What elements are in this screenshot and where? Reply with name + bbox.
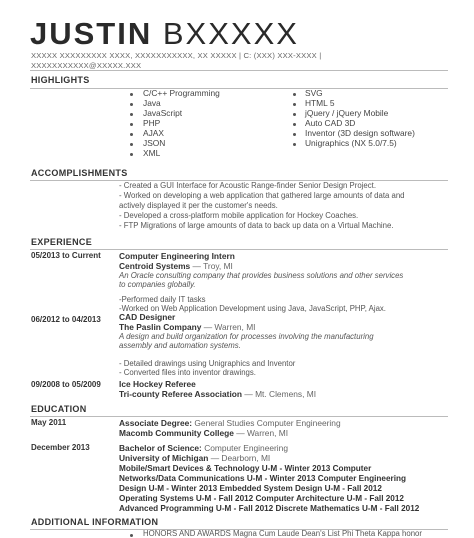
job-description: An Oracle consulting company that provides business solutions and other services <box>119 271 404 280</box>
candidate-name <box>30 18 299 49</box>
education-school: University of Michigan <box>119 453 209 463</box>
skill-item: C/C++ Programming <box>143 88 220 98</box>
divider <box>30 416 448 417</box>
skill-item: Java <box>143 98 161 108</box>
first-name: JUSTIN <box>30 16 153 51</box>
accomplishment-line: - Created a GUI Interface for Acoustic Range-finder Senior Design Project. <box>119 181 376 190</box>
job-dates: 06/2012 to 04/2013 <box>31 315 101 324</box>
job-company: The Paslin Company <box>119 322 202 332</box>
job-description: to companies globally. <box>119 280 196 289</box>
job-title: Computer Engineering Intern <box>119 251 235 261</box>
education-date: December 2013 <box>31 443 90 452</box>
list-bullet <box>293 143 296 146</box>
list-bullet <box>293 123 296 126</box>
job-note: - Converted files into inventor drawings. <box>119 368 256 377</box>
list-bullet <box>293 103 296 106</box>
divider <box>30 249 448 250</box>
list-bullet <box>130 143 133 146</box>
education-school: Macomb Community College <box>119 428 234 438</box>
job-title: Ice Hockey Referee <box>119 379 196 389</box>
last-name: BXXXXX <box>162 16 299 51</box>
accomplishment-line: - Developed a cross-platform mobile application for Hockey Coaches. <box>119 211 359 220</box>
skill-item: Inventor (3D design software) <box>305 128 415 138</box>
education-field: General Studies Computer Engineering <box>194 418 341 428</box>
list-bullet <box>130 123 133 126</box>
education-school-row: University of Michigan — Dearborn, MI <box>119 453 271 463</box>
job-description: assembly and automation systems. <box>119 341 241 350</box>
course-line: Networks/Data Communications U-M - Winter 2013 Computer Engineering <box>119 474 406 483</box>
list-bullet <box>130 534 133 537</box>
job-dates: 05/2013 to Current <box>31 251 101 260</box>
job-location: Troy, MI <box>203 261 233 271</box>
education-degree-row <box>119 418 341 428</box>
course-line: Operating Systems U-M - Fall 2012 Computer Architecture U-M - Fall 2012 <box>119 494 404 503</box>
list-bullet <box>293 133 296 136</box>
education-degree-row <box>119 443 288 453</box>
course-line: Advanced Programming U-M - Fall 2012 Discrete Mathematics U-M - Fall 2012 <box>119 504 420 513</box>
section-title-accomplishments: ACCOMPLISHMENTS <box>31 168 128 178</box>
divider <box>30 88 448 89</box>
section-title-experience: EXPERIENCE <box>31 237 93 247</box>
education-location: Dearborn, MI <box>221 453 271 463</box>
job-note: -Performed daily IT tasks <box>119 295 206 304</box>
job-location: Mt. Clemens, MI <box>255 389 317 399</box>
accomplishment-line: actively displayed it per the customer's needs. <box>119 201 278 210</box>
contact-line-2: XXXXXXXXXXX@XXXXX.XXX <box>31 61 142 70</box>
section-title-education: EDUCATION <box>31 404 87 414</box>
skill-item: XML <box>143 148 161 158</box>
job-company: Centroid Systems <box>119 261 191 271</box>
list-bullet <box>293 113 296 116</box>
job-note: - Detailed drawings using Unigraphics and Inventor <box>119 359 296 368</box>
job-company: Tri-county Referee Association <box>119 389 243 399</box>
job-company-row: The Paslin Company — Warren, MI <box>119 322 256 332</box>
job-location: Warren, MI <box>214 322 256 332</box>
skill-item: AJAX <box>143 128 164 138</box>
list-bullet <box>130 113 133 116</box>
skill-item: Auto CAD 3D <box>305 118 356 128</box>
education-degree: Associate Degree: <box>119 418 193 428</box>
list-bullet <box>130 133 133 136</box>
skill-item: JSON <box>143 138 166 148</box>
job-company-row: Tri-county Referee Association — Mt. Clemens, MI <box>119 389 317 399</box>
job-note: -Worked on Web Application Development using Java, JavaScript, PHP, Ajax. <box>119 304 386 313</box>
divider <box>30 70 448 71</box>
job-title: CAD Designer <box>119 312 176 322</box>
accomplishment-line: - FTP Migrations of large amounts of data to back up data on a Virtual Machine. <box>119 221 394 230</box>
skill-item: Unigraphics (NX 5.0/7.5) <box>305 138 397 148</box>
list-bullet <box>130 103 133 106</box>
education-location: Warren, MI <box>246 428 289 438</box>
skill-item: jQuery / jQuery Mobile <box>305 108 389 118</box>
education-field: Computer Engineering <box>204 443 288 453</box>
skill-item: SVG <box>305 88 323 98</box>
education-degree: Bachelor of Science: <box>119 443 202 453</box>
education-school-row: Macomb Community College — Warren, MI <box>119 428 289 438</box>
list-bullet <box>130 153 133 156</box>
skill-item: PHP <box>143 118 161 128</box>
education-date: May 2011 <box>31 418 67 427</box>
skill-item: HTML 5 <box>305 98 335 108</box>
job-dates: 09/2008 to 05/2009 <box>31 380 101 389</box>
accomplishment-line: - Worked on developing a web application that gathered large amounts of data and <box>119 191 405 200</box>
list-bullet <box>293 93 296 96</box>
additional-item: HONORS AND AWARDS Magna Cum Laude Dean's List Phi Theta Kappa honor <box>143 529 422 538</box>
job-description: A design and build organization for processes involving the manufacturing <box>119 332 374 341</box>
skill-item: JavaScript <box>143 108 183 118</box>
contact-line-1: XXXXX XXXXXXXXX XXXX, XXXXXXXXXXX, XX XXXXX | C: (XXX) XXX-XXXX | <box>31 51 322 60</box>
list-bullet <box>130 93 133 96</box>
section-title-additional: ADDITIONAL INFORMATION <box>31 517 159 527</box>
course-line: Design U-M - Winter 2013 Embedded System Design U-M - Fall 2012 <box>119 484 382 493</box>
section-title-highlights: HIGHLIGHTS <box>31 75 90 85</box>
job-company-row: Centroid Systems — Troy, MI <box>119 261 233 271</box>
course-line: Mobile/Smart Devices & Technology U-M - Winter 2013 Computer <box>119 464 372 473</box>
